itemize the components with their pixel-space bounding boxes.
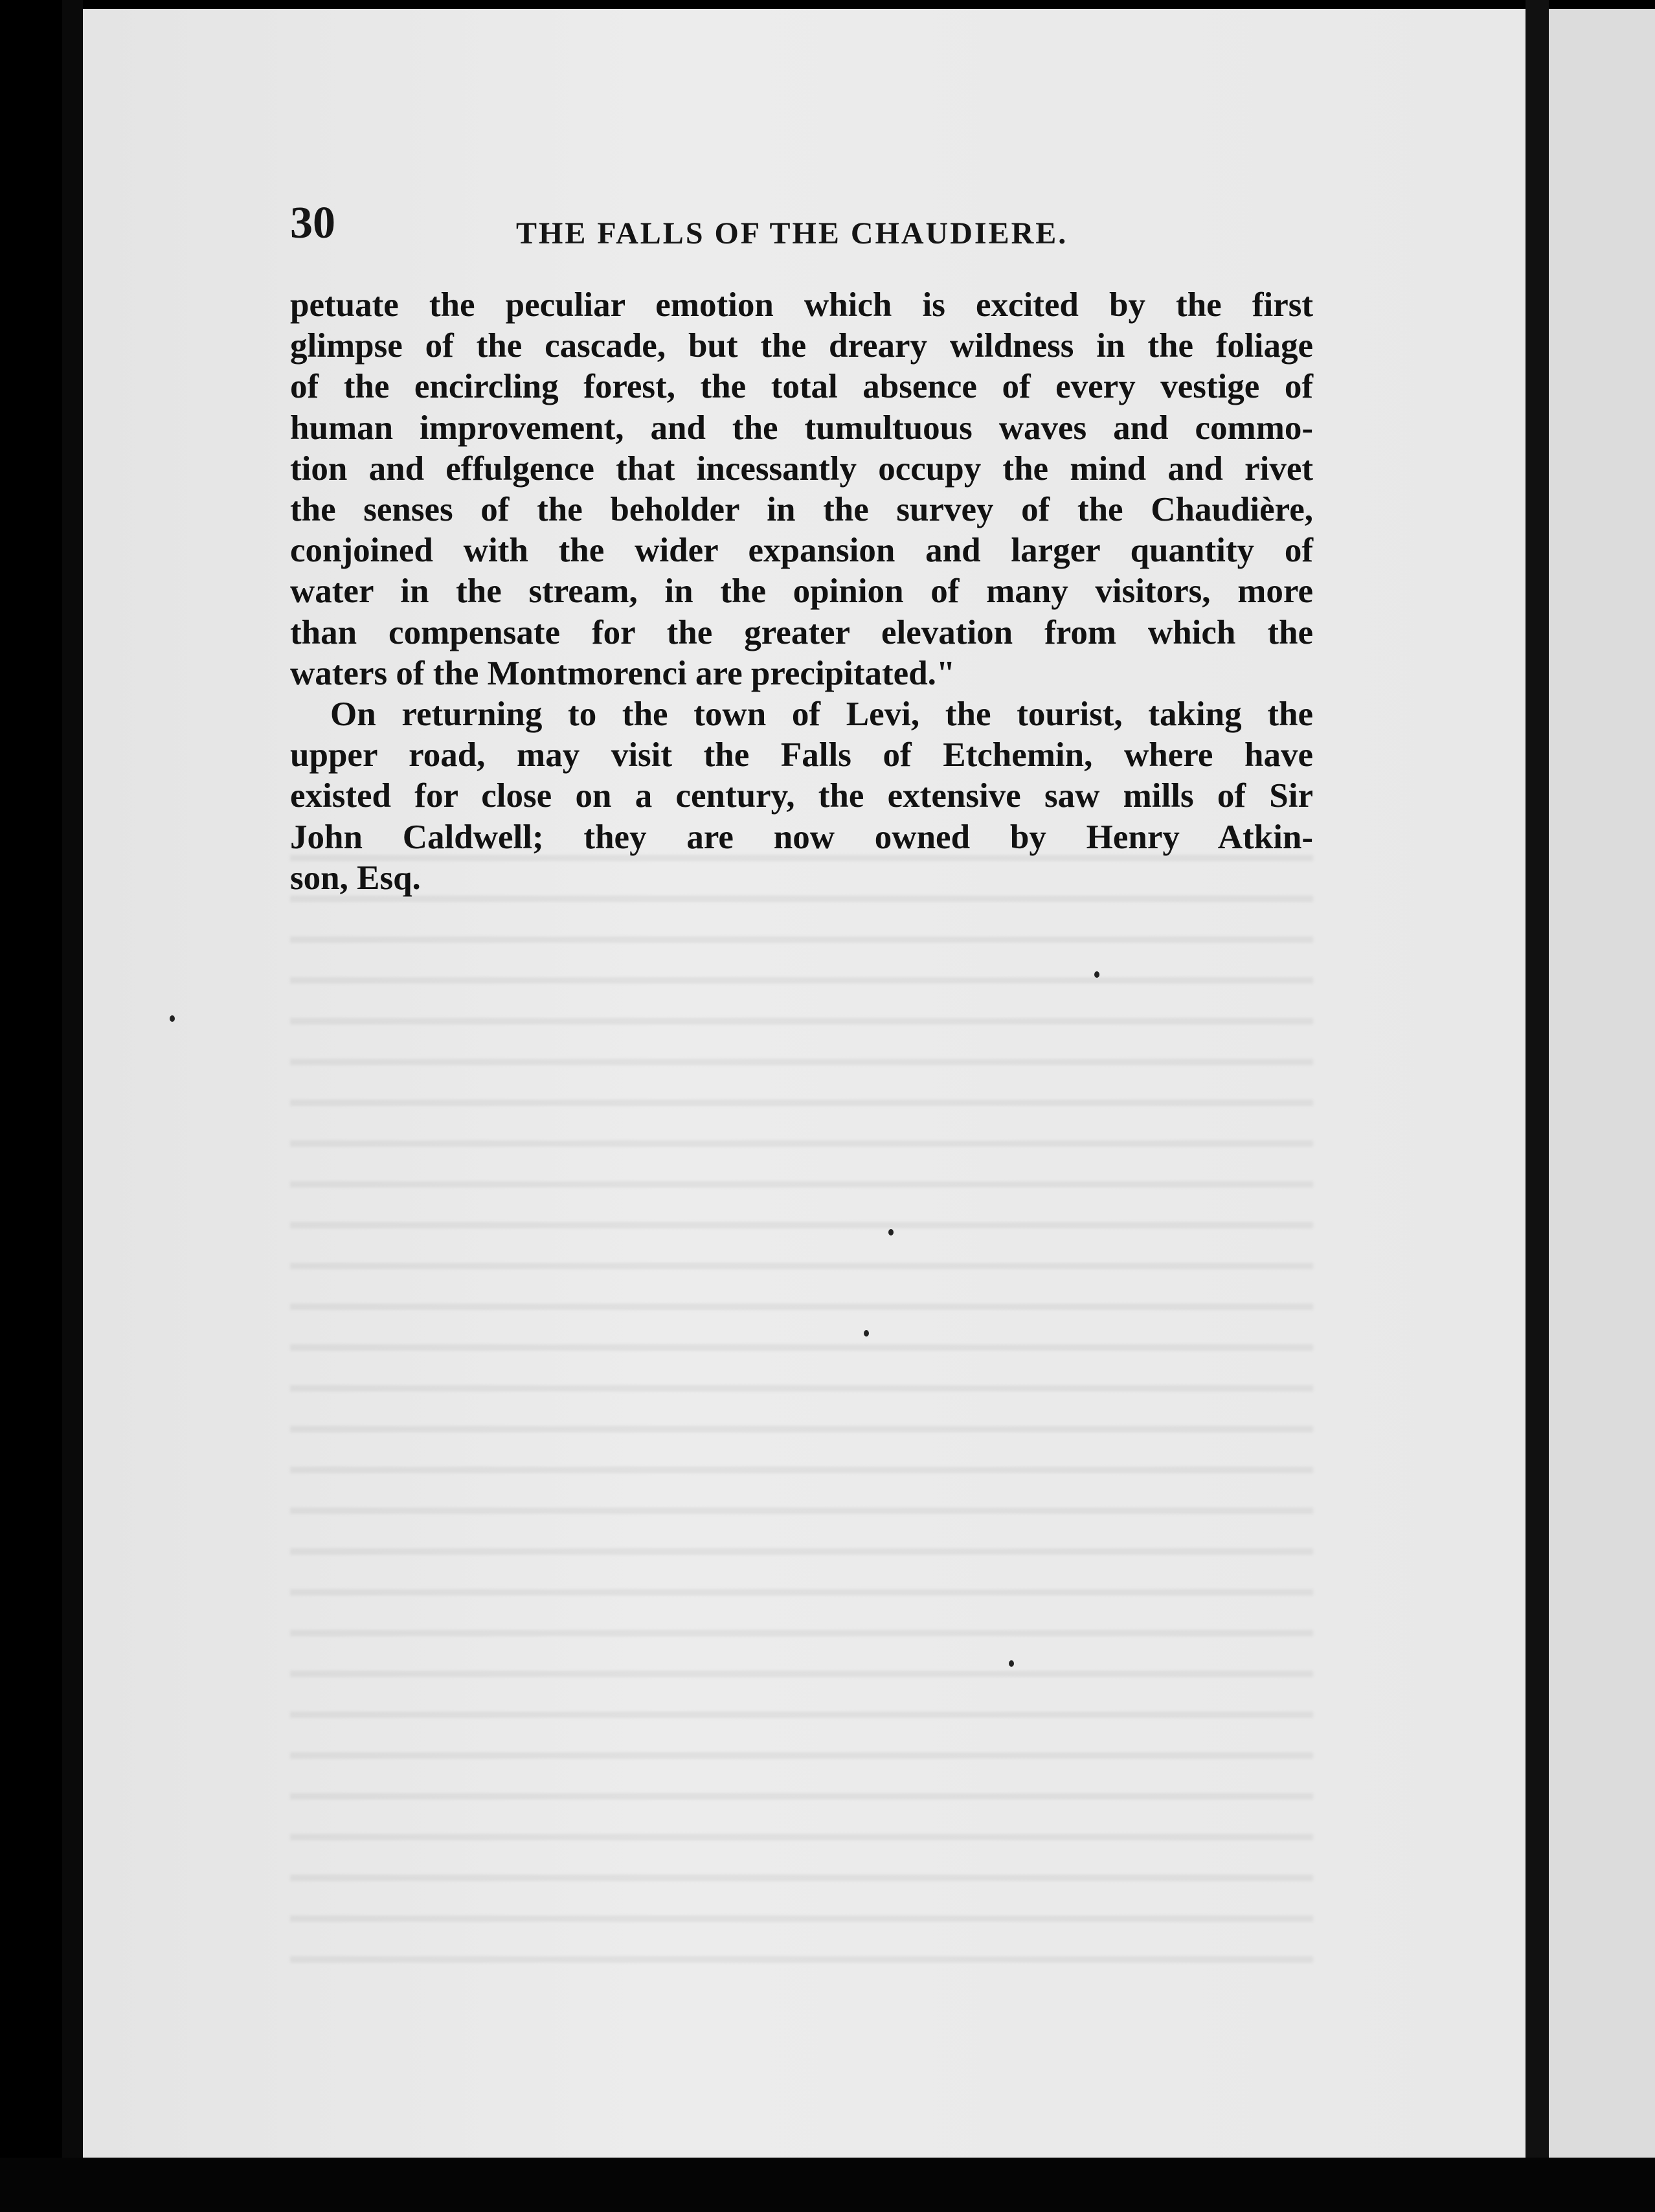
ink-speck bbox=[170, 1015, 175, 1022]
text-line: son, Esq. bbox=[290, 859, 421, 897]
text-line: tion and effulgence that incessantly occupy the mind and rivet bbox=[290, 449, 1313, 488]
bottom-scan-border bbox=[0, 2158, 1655, 2212]
adjacent-page-edge bbox=[1549, 9, 1655, 2158]
left-scan-border bbox=[62, 0, 83, 2212]
text-line: John Caldwell; they are now owned by Henry Atkin- bbox=[290, 818, 1313, 856]
text-line: the senses of the beholder in the survey of the Chaudière, bbox=[290, 491, 1313, 529]
ink-speck bbox=[864, 1330, 869, 1337]
ink-speck bbox=[888, 1229, 894, 1236]
text-line: petuate the peculiar emotion which is excited by the first bbox=[290, 286, 1313, 324]
text-line: glimpse of the cascade, but the dreary wildness in the foliage bbox=[290, 327, 1313, 365]
text-line: of the encircling forest, the total absence of every vestige of bbox=[290, 368, 1313, 406]
text-line: than compensate for the greater elevation from which the bbox=[290, 613, 1313, 651]
paragraph-first-line: On returning to the town of Levi, the tourist, taking the bbox=[330, 695, 1313, 734]
text-line: upper road, may visit the Falls of Etchemin, where have bbox=[290, 736, 1313, 774]
text-line: water in the stream, in the opinion of many visitors, more bbox=[290, 572, 1313, 611]
text-line: waters of the Montmorenci are precipitated." bbox=[290, 654, 956, 692]
show-through-text bbox=[290, 835, 1313, 1988]
text-line: human improvement, and the tumultuous waves and commo- bbox=[290, 409, 1313, 447]
page-number: 30 bbox=[290, 198, 335, 248]
text-line: existed for close on a century, the extensive saw mills of Sir bbox=[290, 777, 1313, 815]
text-line: conjoined with the wider expansion and larger quantity of bbox=[290, 532, 1313, 570]
page-gutter bbox=[1526, 0, 1549, 2212]
ink-speck bbox=[1094, 971, 1099, 978]
body-text bbox=[290, 285, 1313, 899]
ink-speck bbox=[1009, 1660, 1014, 1667]
running-title: THE FALLS OF THE CHAUDIERE. bbox=[516, 216, 1068, 251]
page-header bbox=[290, 198, 1326, 262]
